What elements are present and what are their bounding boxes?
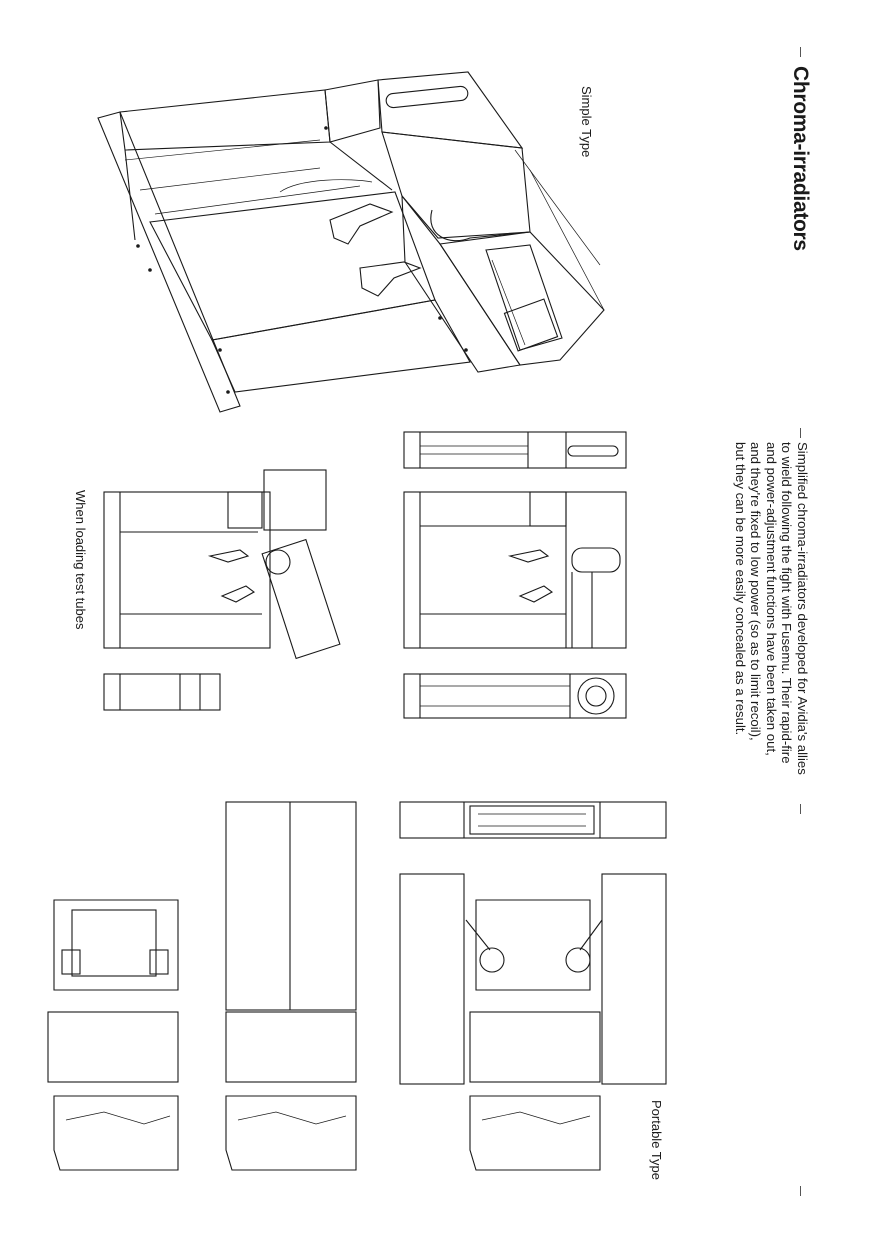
simple-type-side-view — [404, 492, 626, 648]
portable-type-folded-view — [400, 802, 666, 838]
page-title: Chroma-irradiators — [789, 66, 812, 251]
caption-loading-test-tubes: When loading test tubes — [73, 490, 88, 630]
description-line: to wield following the fight with Fusemu. Their rapid-fire — [779, 442, 795, 764]
simple-type-top-view — [404, 432, 626, 468]
loading-test-tubes-view — [104, 470, 340, 658]
description-line: and power-adjustment functions have been taken out, — [764, 442, 779, 756]
description-line: but they can be more easily concealed as a result. — [733, 442, 748, 736]
handle-view — [226, 802, 356, 1170]
grip-top-view — [48, 900, 178, 1170]
test-tube-drawing — [104, 674, 220, 710]
description-line: and they're fixed to low power (so as to limit recoil), — [748, 442, 764, 741]
simple-type-isometric-drawing — [98, 72, 604, 412]
description-line: Simplified chroma-irradiators developed for Avidia's allies — [795, 442, 810, 775]
portable-type-open-view — [400, 874, 666, 1170]
caption-portable-type: Portable Type — [649, 1100, 664, 1180]
simple-type-barrel-view — [404, 674, 626, 718]
caption-simple-type: Simple Type — [579, 86, 594, 158]
